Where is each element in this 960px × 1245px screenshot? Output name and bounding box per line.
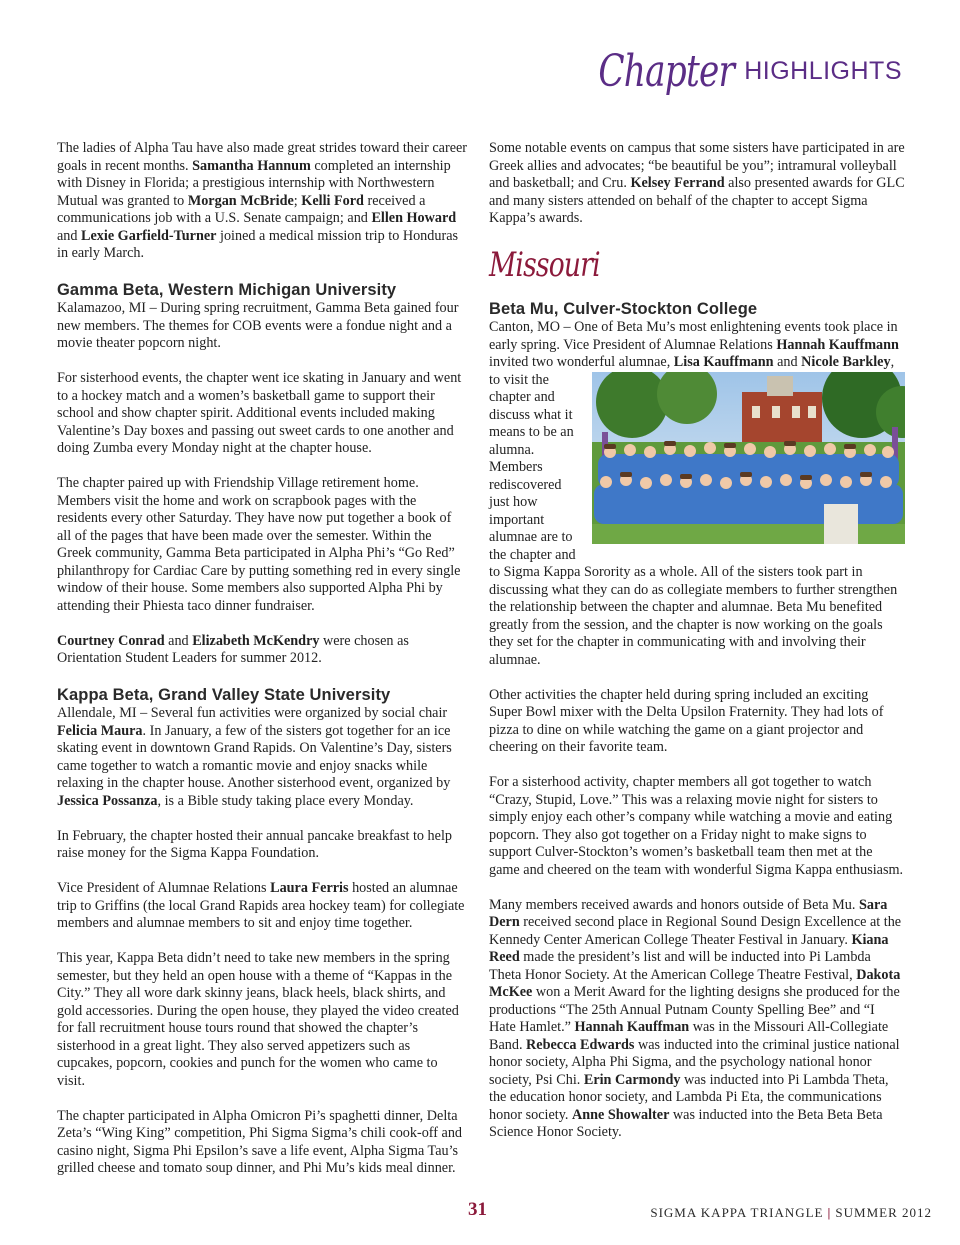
header-script-title: Chapter — [598, 46, 735, 97]
left-column — [57, 140, 469, 1195]
kappa-beta-paragraph-5: The chapter participated in Alpha Omicron Pi’s spaghetti dinner, Delta Zeta’s “Wing King” competition, Phi Sigma Sigma’s chili cook-off and casino night, Sigma Phi Epsilon’s save a life event, Alpha Sigma Tau’s grilled cheese and tomato soup dinner, and Phi Mu’s kids meal dinner. — [57, 1107, 463, 1176]
gamma-beta-paragraph-3: The chapter paired up with Friendship Village retirement home. Members visit the home and work on scrapbook pages with the residents every other Saturday. They have now put together a book of all of the pages that have been made over the semester. Within the Greek community, Gamma Beta participated in Alpha Phi’s “Go Red” philanthropy for Cardiac Care by putting something red in every single window of their house. Some members also supported Alpha Phi by attending their Phiesta taco dinner fundraiser. — [57, 475, 461, 614]
publication-footer: SIGMA KAPPA TRIANGLE | SUMMER 2012 — [650, 1205, 932, 1220]
right-column — [489, 140, 905, 1159]
gamma-beta-paragraph-2: For sisterhood events, the chapter went ice skating in January and went to a hockey match and a women’s basketball game to support their school and show chapter spirit. Additional events included making Valentine’s Day boxes and passing out sweet cards to one another and doing Zumba every Monday night at the chapter house. — [57, 370, 462, 456]
beta-mu-paragraph-1: Canton, MO – One of Beta Mu’s most enlightening events took place in early spring. Vice President of Alumnae Relations Hannah Kauffmann invited two wonderful alumnae, Lisa Kauffmann and Nicole Barkley, to visit the chapter and discuss what it means to be an alumna. Members rediscovered just how important alumnae are to the chapter and to Sigma Kappa Sorority as a whole. All of the sisters took part in discussing what they can do as collegiate members to further strengthen the relationship between the chapter and alumnae. Beta Mu benefited greatly from the session, and the chapter is now working on the goals they set for the chapter in communicating with and involving their alumnae. — [489, 319, 905, 669]
beta-mu-paragraph-2: Other activities the chapter held during spring included an exciting Super Bowl mixer with the Delta Upsilon Fraternity. They had lots of pizza to dine on while watching the game on a giant projector and cheering on their favorite team. — [489, 686, 884, 755]
kappa-beta-paragraph-1: Allendale, MI – Several fun activities were organized by social chair Felicia Maura. In January, a few of the sisters got together for an ice skating event in downtown Grand Rapids. On Valentine’s Day, sisters came together to watch a romantic movie and enjoy snacks while relaxing in the chapter house. Another sisterhood event, organized by Jessica Possanza, is a Bible study taking place every Monday. — [57, 705, 452, 809]
gamma-beta-heading: Gamma Beta, Western Michigan University — [57, 281, 397, 299]
kappa-beta-paragraph-2: In February, the chapter hosted their annual pancake breakfast to help raise money for the Sigma Kappa Foundation. — [57, 827, 452, 861]
gamma-beta-paragraph-1: Kalamazoo, MI – During spring recruitment, Gamma Beta gained four new members. The themes for COB events were a fondue night and a movie theater popcorn night. — [57, 300, 459, 351]
gamma-beta-paragraph-4: Courtney Conrad and Elizabeth McKendry were chosen as Orientation Student Leaders for summer 2012. — [57, 632, 409, 666]
kappa-beta-heading: Kappa Beta, Grand Valley State University — [57, 686, 391, 704]
alpha-tau-paragraph: The ladies of Alpha Tau have also made great strides toward their career goals in recent months. Samantha Hannum completed an internship with Disney in Florida; a prestigious internship with Northwestern Mutual was granted to Morgan McBride; Kelli Ford received a communications job with a U.S. Senate campaign; and Ellen Howard and Lexie Garfield-Turner joined a medical mission trip to Honduras in early March. — [57, 140, 468, 261]
beta-mu-paragraph-4: Many members received awards and honors outside of Beta Mu. Sara Dern received second place in Regional Sound Design Excellence at the Kennedy Center American College Theater Festival in January. Kiana Reed made the president’s list and will be inducted into Pi Lambda Theta Honor Society. At the American College Theatre Festival, Dakota McKee won a Merit Award for the lighting designs she produced for the productions “The 25th Annual Putnam County Spelling Bee” and “I Hate Hamlet.” Hannah Kauffman was in the Missouri All-Collegiate Band. Rebecca Edwards was inducted into the criminal justice national honor society, Alpha Phi Sigma, and the psychology national honor society, Psi Chi. Erin Carmondy was inducted into Pi Lambda Theta, the education honor society, and Lambda Pi Eta, the communications honor society. Anne Showalter was inducted into the Beta Beta Beta Science Honor Society. — [489, 896, 902, 1140]
kappa-beta-paragraph-4: This year, Kappa Beta didn’t need to take new members in the spring semester, but they held an open house with a theme of “Kappas in the City.” They all wore dark skinny jeans, black heels, black shirts, and gold accessories. During the open house, they played the video created for fall recruitment house tours round that showed the chapter’s sisterhood in a great light. They also served appetizers such as cupcakes, popcorn, cookies and punch for the women who came to visit. — [57, 950, 459, 1089]
campus-events-paragraph: Some notable events on campus that some sisters have participated in are Greek allies and advocates; “be beautiful be you”; intramural volleyball and basketball; and Cru. Kelsey Ferrand also presented awards for GLC and many sisters attended on behalf of the chapter to accept Sigma Kappa’s awards. — [489, 140, 905, 226]
header-caps-title: HIGHLIGHTS — [744, 57, 902, 85]
state-heading-missouri: Missouri — [489, 245, 600, 285]
beta-mu-paragraph-3: For a sisterhood activity, chapter members all got together to watch “Crazy, Stupid, Love.” This was a relaxing movie night for sisters to simply enjoy each other’s company while watching a movie and eating popcorn. They also got together on a Friday night to make signs to support Culver-Stockton’s women’s basketball team then met at the game and cheered on the team with wonderful Sigma Kappa enthusiasm. — [489, 774, 904, 878]
beta-mu-heading: Beta Mu, Culver-Stockton College — [489, 300, 758, 318]
page-number: 31 — [468, 1199, 487, 1220]
kappa-beta-paragraph-3: Vice President of Alumnae Relations Laura Ferris hosted an alumnae trip to Griffins (the local Grand Rapids area hockey team) for collegiate members and alumnae members to sit and enjoy time together. — [57, 880, 465, 931]
page-header — [560, 24, 902, 97]
group-photo — [592, 372, 905, 544]
